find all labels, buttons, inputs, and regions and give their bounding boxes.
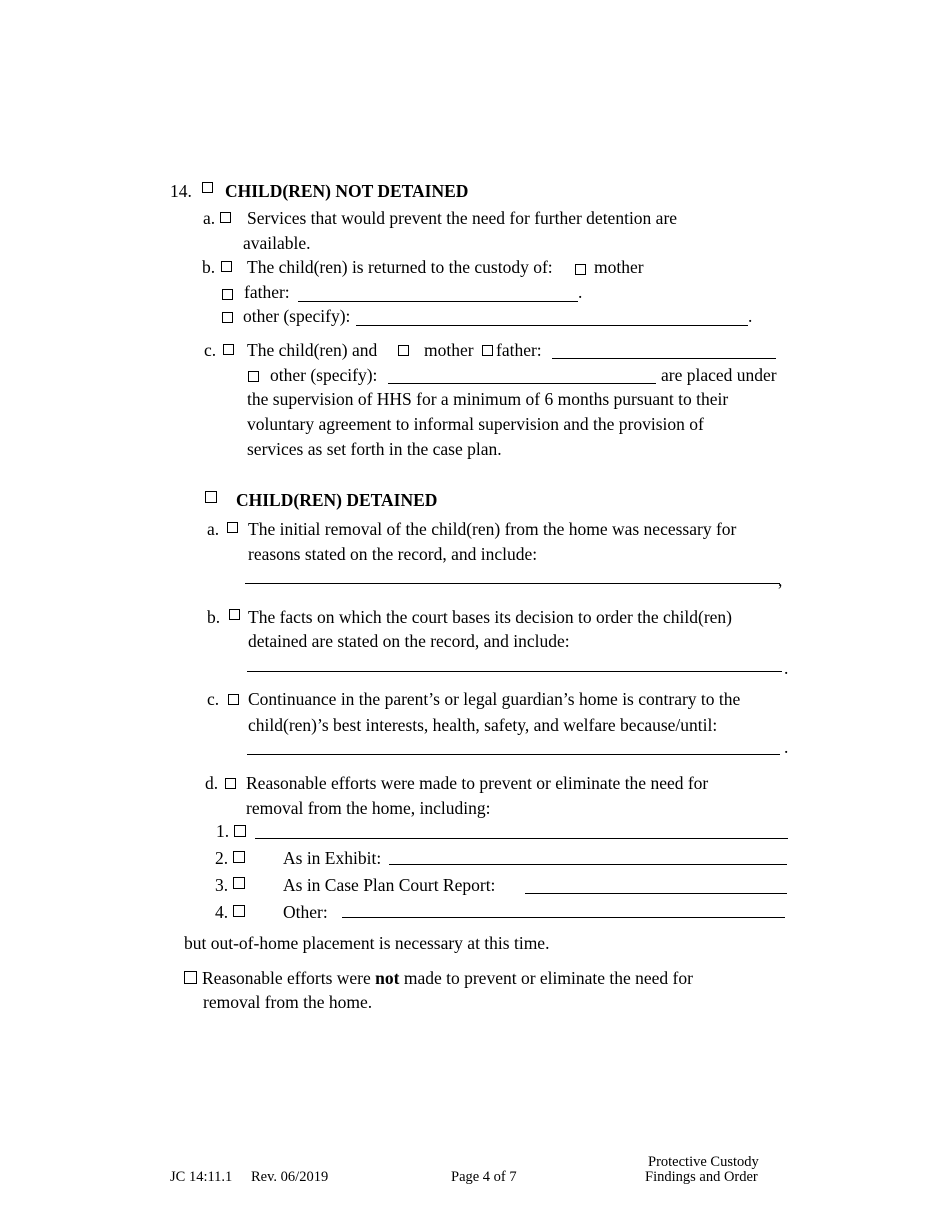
effort-3-checkbox[interactable] (233, 877, 245, 889)
supervision-line3: the supervision of HHS for a minimum of 6 months pursuant to their (247, 389, 729, 409)
effort-1-field[interactable] (255, 838, 788, 839)
supervision-other-checkbox[interactable] (248, 371, 259, 382)
reasonable-efforts-line1: Reasonable efforts were made to prevent or eliminate the need for (246, 773, 709, 793)
continuance-checkbox[interactable] (228, 694, 239, 705)
custody-father-period: . (578, 282, 583, 302)
effort-1-number: 1. (216, 821, 230, 841)
continuance-period: . (784, 737, 789, 757)
footer-title-line1: Protective Custody (648, 1154, 759, 1170)
supervision-text: The child(ren) and (247, 340, 378, 360)
supervision-other-field[interactable] (388, 383, 656, 384)
custody-mother-checkbox[interactable] (575, 264, 586, 275)
returned-custody-text: The child(ren) is returned to the custody of: (247, 257, 553, 277)
reasonable-efforts-checkbox[interactable] (225, 778, 236, 789)
facts-field[interactable] (247, 671, 782, 672)
custody-other-label: other (specify): (243, 306, 351, 326)
effort-3-number: 3. (215, 875, 229, 895)
custody-father-label: father: (244, 282, 290, 302)
detained-heading: CHILD(REN) DETAINED (236, 490, 438, 510)
supervision-line5: services as set forth in the case plan. (247, 439, 502, 459)
custody-father-checkbox[interactable] (222, 289, 233, 300)
services-available-checkbox[interactable] (220, 212, 231, 223)
efforts-not-made-not: not (375, 968, 400, 988)
effort-4-checkbox[interactable] (233, 905, 245, 917)
initial-removal-comma: , (778, 570, 783, 590)
efforts-not-made-checkbox[interactable] (184, 971, 197, 984)
custody-other-checkbox[interactable] (222, 312, 233, 323)
footer-revision: Rev. 06/2019 (251, 1169, 329, 1185)
supervision-mother-checkbox[interactable] (398, 345, 409, 356)
facts-period: . (784, 658, 789, 678)
custody-father-field[interactable] (298, 301, 578, 302)
initial-removal-line2: reasons stated on the record, and include: (248, 544, 538, 564)
detained-c-label: c. (207, 689, 220, 709)
not-detained-heading: CHILD(REN) NOT DETAINED (225, 181, 469, 201)
facts-line2: detained are stated on the record, and include: (248, 631, 570, 651)
supervision-mother-label: mother (424, 340, 474, 360)
supervision-line4: voluntary agreement to informal supervision and the provision of (247, 414, 704, 434)
supervision-father-field[interactable] (552, 358, 776, 359)
returned-custody-checkbox[interactable] (221, 261, 232, 272)
footer-form-id: JC 14:11.1 (170, 1169, 233, 1185)
footer-title-line2: Findings and Order (645, 1169, 758, 1185)
efforts-not-made-pre: Reasonable efforts were (202, 968, 371, 988)
effort-2-field[interactable] (389, 864, 787, 865)
effort-2-checkbox[interactable] (233, 851, 245, 863)
effort-4-label: Other: (283, 902, 328, 922)
footer-page-number: Page 4 of 7 (451, 1169, 517, 1185)
continuance-line1: Continuance in the parent’s or legal guardian’s home is contrary to the (248, 689, 741, 709)
continuance-field[interactable] (247, 754, 780, 755)
facts-checkbox[interactable] (229, 609, 240, 620)
custody-other-field[interactable] (356, 325, 748, 326)
detained-checkbox[interactable] (205, 491, 217, 503)
not-detained-checkbox[interactable] (202, 182, 213, 193)
detained-a-label: a. (207, 519, 220, 539)
item-b-label: b. (202, 257, 216, 277)
effort-4-number: 4. (215, 902, 229, 922)
supervision-father-label: father: (496, 340, 542, 360)
reasonable-efforts-line2: removal from the home, including: (246, 798, 491, 818)
efforts-not-made-post: made to prevent or eliminate the need for (403, 968, 693, 988)
effort-4-field[interactable] (342, 917, 785, 918)
effort-3-label: As in Case Plan Court Report: (283, 875, 496, 895)
effort-2-number: 2. (215, 848, 229, 868)
effort-2-label: As in Exhibit: (283, 848, 382, 868)
supervision-checkbox[interactable] (223, 344, 234, 355)
efforts-not-made-line1 (202, 967, 693, 989)
initial-removal-line1: The initial removal of the child(ren) from the home was necessary for (248, 519, 737, 539)
supervision-father-checkbox[interactable] (482, 345, 493, 356)
custody-other-period: . (748, 306, 753, 326)
item-a-label: a. (203, 208, 216, 228)
effort-3-field[interactable] (525, 893, 787, 894)
efforts-not-made-line2: removal from the home. (203, 992, 373, 1012)
detained-d-label: d. (205, 773, 219, 793)
initial-removal-field[interactable] (245, 583, 780, 584)
placed-under-text: are placed under (661, 365, 777, 385)
placement-necessary-text: but out-of-home placement is necessary at this time. (184, 933, 550, 953)
initial-removal-checkbox[interactable] (227, 522, 238, 533)
continuance-line2: child(ren)’s best interests, health, safety, and welfare because/until: (248, 715, 718, 735)
section-14-number: 14. (170, 181, 192, 201)
custody-mother-label: mother (594, 257, 644, 277)
item-c-label: c. (204, 340, 217, 360)
supervision-other-label: other (specify): (270, 365, 378, 385)
detained-b-label: b. (207, 607, 221, 627)
services-text-line1: Services that would prevent the need for further detention are (247, 208, 678, 228)
facts-line1: The facts on which the court bases its decision to order the child(ren) (248, 607, 733, 627)
effort-1-checkbox[interactable] (234, 825, 246, 837)
services-text-line2: available. (243, 233, 311, 253)
